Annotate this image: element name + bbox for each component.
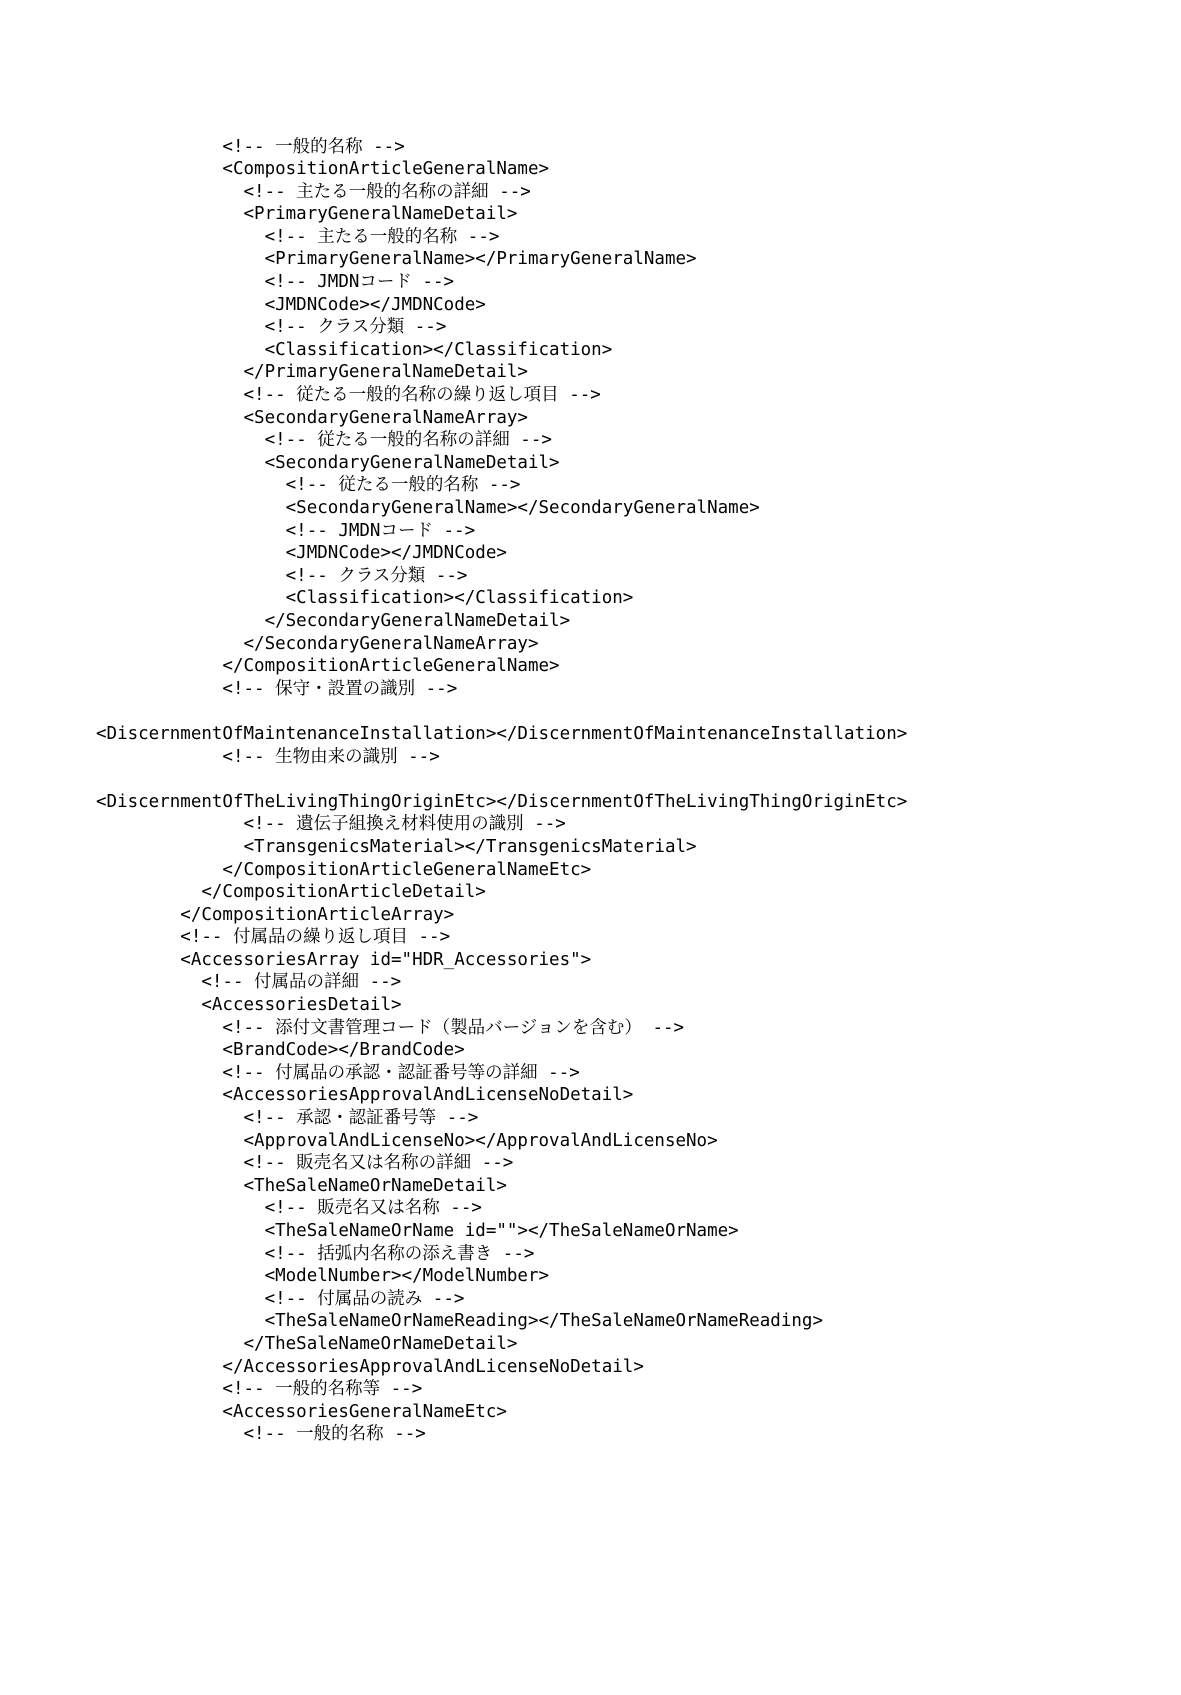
code-line: [96, 768, 1096, 791]
code-line: <!-- JMDNコード -->: [96, 272, 455, 293]
code-line: <PrimaryGeneralNameDetail>: [96, 204, 518, 225]
code-line: <!-- 保守・設置の識別 -->: [96, 678, 458, 699]
code-line: <Classification></Classification>: [96, 588, 634, 609]
code-line: <!-- 一般的名称 -->: [96, 1424, 426, 1445]
code-line: <!-- 主たる一般的名称の詳細 -->: [96, 181, 531, 202]
code-line: </TheSaleNameOrNameDetail>: [96, 1333, 518, 1354]
code-line: <!-- 付属品の繰り返し項目 -->: [96, 927, 451, 948]
code-line: <SecondaryGeneralNameDetail>: [96, 452, 560, 473]
code-line: <TheSaleNameOrNameReading></TheSaleNameOrNameReading>: [96, 1311, 823, 1332]
code-line: <TheSaleNameOrNameDetail>: [96, 1175, 507, 1196]
code-line: <!-- クラス分類 -->: [96, 317, 447, 338]
code-line: </CompositionArticleArray>: [96, 904, 455, 925]
code-line: <AccessoriesApprovalAndLicenseNoDetail>: [96, 1085, 634, 1106]
code-line: <!-- 従たる一般的名称 -->: [96, 475, 521, 496]
code-line: <AccessoriesArray id="HDR_Accessories">: [96, 949, 592, 970]
code-line: <PrimaryGeneralName></PrimaryGeneralName>: [96, 249, 697, 270]
code-line: <!-- 遺伝子組換え材料使用の識別 -->: [96, 814, 566, 835]
code-line: <!-- JMDNコード -->: [96, 520, 476, 541]
code-line: </CompositionArticleDetail>: [96, 882, 486, 903]
code-line: <SecondaryGeneralName></SecondaryGeneralName>: [96, 498, 760, 518]
code-line: <Classification></Classification>: [96, 339, 613, 360]
code-line: </PrimaryGeneralNameDetail>: [96, 362, 528, 383]
code-line: <TransgenicsMaterial></TransgenicsMaterial>: [96, 836, 697, 857]
code-line: <!-- 従たる一般的名称の詳細 -->: [96, 430, 552, 451]
code-line: <!-- 添付文書管理コード（製品バージョンを含む） -->: [96, 1017, 685, 1038]
code-line: <!-- 従たる一般的名称の繰り返し項目 -->: [96, 385, 601, 406]
code-line: <AccessoriesGeneralNameEtc>: [96, 1401, 507, 1422]
code-line: <DiscernmentOfTheLivingThingOriginEtc></DiscernmentOfTheLivingThingOriginEtc>: [96, 791, 908, 812]
code-line: <SecondaryGeneralNameArray>: [96, 407, 528, 428]
code-line: <JMDNCode></JMDNCode>: [96, 543, 507, 564]
code-line: <ModelNumber></ModelNumber>: [96, 1266, 550, 1287]
code-line: <!-- 付属品の承認・認証番号等の詳細 -->: [96, 1062, 580, 1083]
code-line: <!-- クラス分類 -->: [96, 565, 468, 586]
code-line: <CompositionArticleGeneralName>: [96, 159, 550, 180]
code-line: <AccessoriesDetail>: [96, 995, 402, 1016]
code-line: [96, 700, 1096, 723]
code-line: <!-- 括弧内名称の添え書き -->: [96, 1243, 535, 1264]
code-line: <!-- 生物由来の識別 -->: [96, 746, 440, 767]
xml-code-listing: [96, 136, 1096, 1446]
xml-code-content: [96, 136, 1096, 1446]
code-line: <!-- 一般的名称等 -->: [96, 1379, 423, 1400]
code-line: <BrandCode></BrandCode>: [96, 1040, 465, 1061]
code-line: <!-- 販売名又は名称の詳細 -->: [96, 1153, 514, 1174]
code-line: <JMDNCode></JMDNCode>: [96, 294, 486, 315]
code-line: <!-- 販売名又は名称 -->: [96, 1198, 482, 1219]
code-line: <ApprovalAndLicenseNo></ApprovalAndLicenseNo>: [96, 1130, 718, 1151]
code-line: </CompositionArticleGeneralName>: [96, 656, 560, 677]
code-line: <!-- 主たる一般的名称 -->: [96, 226, 500, 247]
code-line: <TheSaleNameOrName id=""></TheSaleNameOrName>: [96, 1221, 739, 1241]
code-line: <!-- 一般的名称 -->: [96, 136, 405, 157]
code-line: <DiscernmentOfMaintenanceInstallation></DiscernmentOfMaintenanceInstallation>: [96, 723, 908, 744]
code-line: <!-- 付属品の詳細 -->: [96, 972, 402, 993]
code-line: </CompositionArticleGeneralNameEtc>: [96, 859, 592, 880]
code-line: </SecondaryGeneralNameDetail>: [96, 610, 571, 631]
code-line: </SecondaryGeneralNameArray>: [96, 633, 539, 654]
code-line: <!-- 承認・認証番号等 -->: [96, 1108, 479, 1129]
code-line: </AccessoriesApprovalAndLicenseNoDetail>: [96, 1356, 644, 1377]
code-line: <!-- 付属品の読み -->: [96, 1288, 465, 1309]
